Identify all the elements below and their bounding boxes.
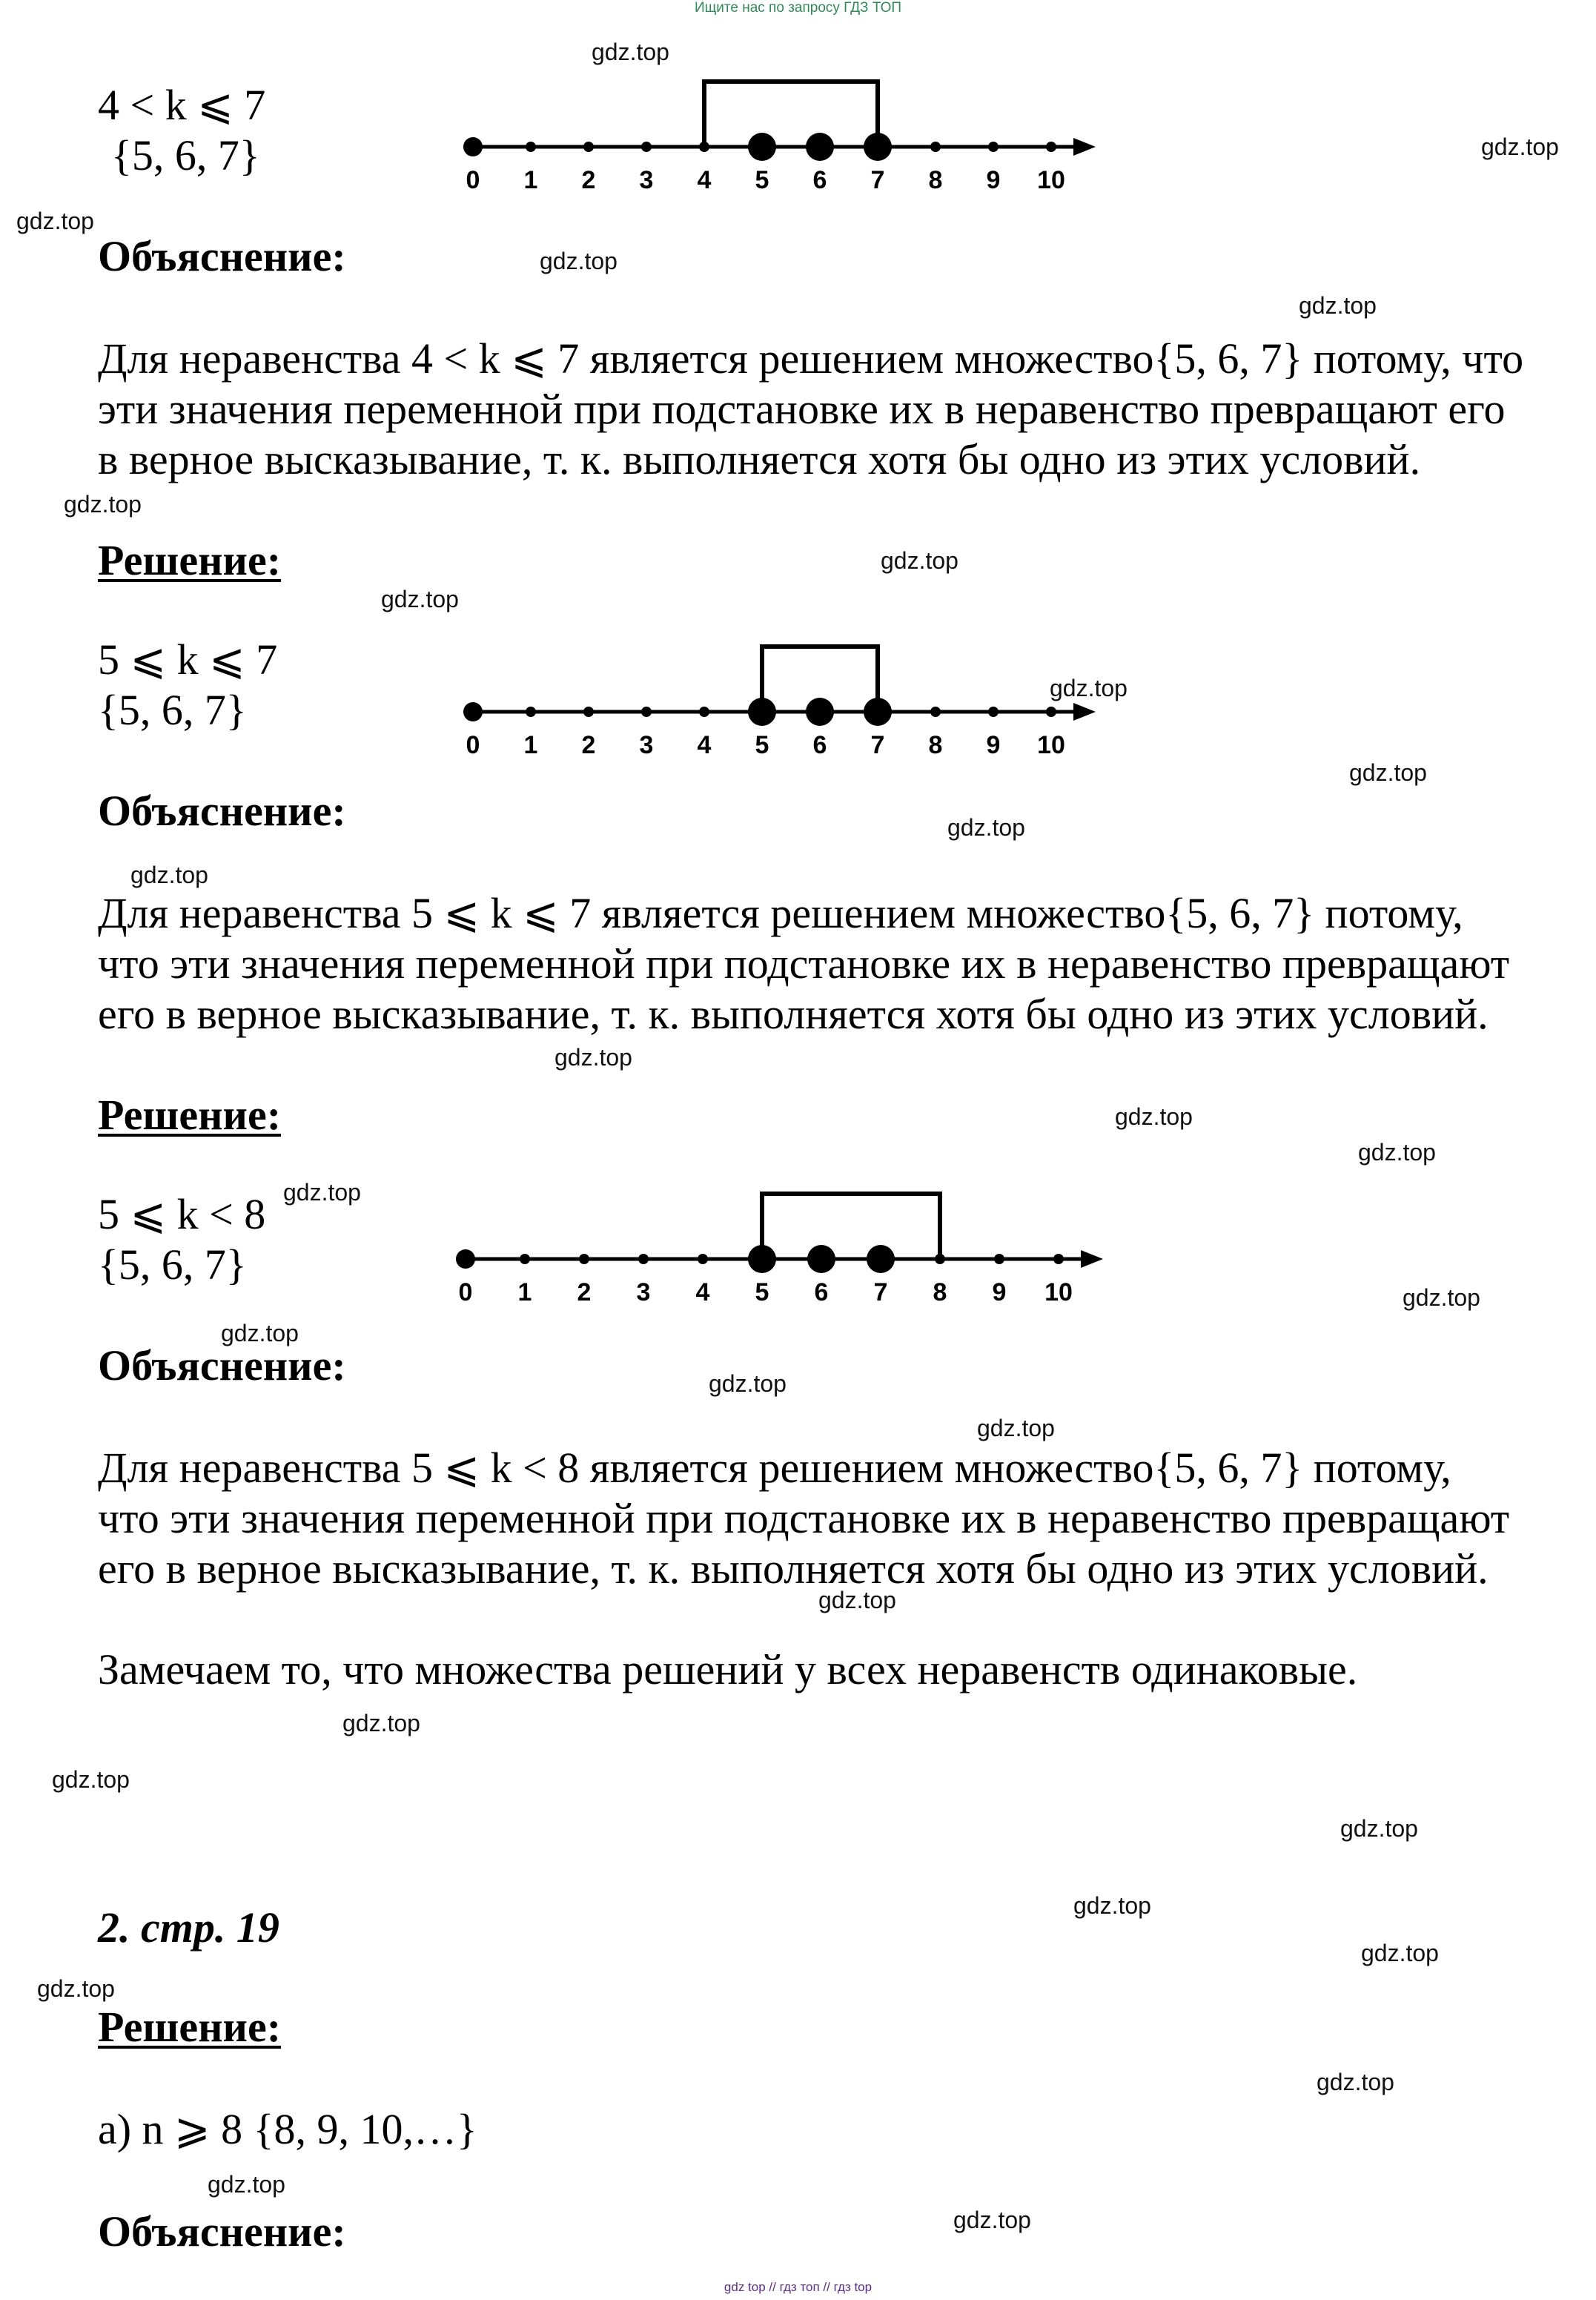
solution-point	[748, 698, 776, 726]
watermark: gdz.top	[947, 814, 1025, 841]
tick-label: 5	[755, 1278, 769, 1306]
tick-point	[641, 142, 652, 152]
watermark: gdz.top	[540, 248, 617, 274]
number-line-1	[445, 67, 1127, 200]
tick-label: 8	[928, 731, 943, 759]
inequality-3: 5 ⩽ k < 8	[98, 1190, 266, 1238]
solution-set-1: {5, 6, 7}	[111, 131, 260, 179]
tick-label: 4	[697, 166, 712, 194]
watermark: gdz.top	[130, 862, 208, 888]
explanation-heading-3: Объяснение:	[98, 1341, 346, 1389]
watermark: gdz.top	[881, 547, 958, 574]
tick-point	[698, 1254, 708, 1264]
explanation-line: его в верное высказывание, т. к. выполняется хотя бы одно из этих условий.	[98, 1544, 1489, 1593]
watermark: gdz.top	[1403, 1284, 1480, 1311]
tick-label: 1	[523, 166, 538, 194]
tick-label: 6	[812, 731, 827, 759]
watermark: gdz.top	[1340, 1815, 1418, 1842]
tick-label: 4	[697, 731, 712, 759]
tick-point	[699, 142, 709, 152]
watermark: gdz.top	[221, 1320, 299, 1346]
watermark: gdz.top	[16, 208, 94, 234]
explanation-line: его в верное высказывание, т. к. выполняется хотя бы одно из этих условий.	[98, 990, 1489, 1038]
tick-label: 2	[577, 1278, 592, 1306]
tick-point	[638, 1254, 649, 1264]
tick-point	[988, 707, 999, 717]
tick-point	[456, 1249, 475, 1269]
watermark: gdz.top	[342, 1710, 420, 1736]
watermark: gdz.top	[1299, 292, 1377, 319]
explanation-line: в верное высказывание, т. к. выполняется хотя бы одно из этих условий.	[98, 435, 1421, 483]
tick-label: 1	[523, 731, 538, 759]
tick-label: 7	[870, 731, 885, 759]
axis-arrow-icon	[1073, 703, 1096, 721]
explanation-line: эти значения переменной при подстановке их в неравенство превращают его	[98, 385, 1506, 433]
solution-point	[806, 133, 834, 161]
tick-point	[988, 142, 999, 152]
tick-point	[1053, 1254, 1064, 1264]
watermark: gdz.top	[1050, 675, 1128, 701]
solution-point	[867, 1245, 895, 1273]
explanation-line: что эти значения переменной при подстановке их в неравенство превращают	[98, 1494, 1510, 1542]
axis-arrow-icon	[1073, 138, 1096, 156]
watermark: gdz.top	[709, 1370, 787, 1397]
tick-label: 5	[755, 166, 769, 194]
tick-label: 6	[812, 166, 827, 194]
explanation-line: Для неравенства 5 ⩽ k ⩽ 7 является решением множество{5, 6, 7} потому,	[98, 889, 1463, 937]
tick-label: 9	[986, 166, 1001, 194]
tick-point	[935, 1254, 945, 1264]
tick-point	[463, 137, 483, 156]
tick-point	[463, 702, 483, 721]
conclusion-text: Замечаем то, что множества решений у всех неравенств одинаковые.	[98, 1645, 1358, 1693]
tick-label: 10	[1044, 1278, 1073, 1306]
tick-point	[1046, 707, 1056, 717]
watermark: gdz.top	[1073, 1892, 1151, 1919]
tick-point	[1046, 142, 1056, 152]
tick-point	[526, 707, 536, 717]
watermark: gdz.top	[592, 39, 669, 65]
solution-point	[864, 133, 892, 161]
watermark: gdz.top	[381, 586, 459, 612]
explanation-line: что эти значения переменной при подстановке их в неравенство превращают	[98, 939, 1510, 988]
tick-point	[994, 1254, 1004, 1264]
explanation-text-2	[98, 888, 1551, 1040]
watermark: gdz.top	[37, 1975, 115, 2002]
tick-point	[699, 707, 709, 717]
tick-label: 3	[639, 731, 654, 759]
tick-point	[526, 142, 536, 152]
tick-label: 0	[466, 731, 480, 759]
watermark: gdz.top	[1481, 133, 1559, 160]
task2-item-a: а) n ⩾ 8 {8, 9, 10,…}	[98, 2105, 477, 2153]
tick-point	[520, 1254, 530, 1264]
watermark: gdz.top	[64, 491, 142, 518]
tick-point	[579, 1254, 589, 1264]
watermark: gdz.top	[1358, 1139, 1436, 1166]
tick-label: 7	[873, 1278, 888, 1306]
tick-label: 9	[986, 731, 1001, 759]
tick-label: 7	[870, 166, 885, 194]
inequality-2: 5 ⩽ k ⩽ 7	[98, 635, 278, 684]
tick-label: 2	[581, 731, 596, 759]
watermark: gdz.top	[818, 1587, 896, 1613]
inequality-1: 4 < k ⩽ 7	[98, 81, 266, 129]
tick-label: 8	[928, 166, 943, 194]
tick-label: 3	[636, 1278, 651, 1306]
explanation-text-3	[98, 1443, 1551, 1594]
solution-point	[806, 698, 834, 726]
tick-label: 9	[992, 1278, 1007, 1306]
explanation-heading-2: Объяснение:	[98, 787, 346, 835]
tick-label: 10	[1037, 731, 1065, 759]
watermark: gdz.top	[208, 2171, 285, 2198]
tick-point	[583, 142, 594, 152]
solution-heading-3: Решение:	[98, 1091, 282, 1139]
tick-label: 10	[1037, 166, 1065, 194]
explanation-text-1	[98, 334, 1551, 485]
number-line-2	[445, 632, 1127, 765]
top-banner[interactable]: Ищите нас по запросу ГДЗ ТОП	[694, 0, 902, 16]
watermark: gdz.top	[52, 1766, 130, 1793]
watermark: gdz.top	[1361, 1940, 1439, 1966]
solution-heading-2: Решение:	[98, 536, 282, 584]
tick-point	[930, 707, 941, 717]
tick-point	[583, 707, 594, 717]
tick-point	[641, 707, 652, 717]
axis-arrow-icon	[1081, 1250, 1103, 1268]
tick-label: 5	[755, 731, 769, 759]
watermark: gdz.top	[953, 2207, 1031, 2233]
tick-label: 4	[695, 1278, 710, 1306]
solution-heading-task2: Решение:	[98, 2003, 282, 2051]
explanation-heading-1: Объяснение:	[98, 232, 346, 280]
solution-point	[748, 133, 776, 161]
footer[interactable]: gdz top // гдз топ // гдз top	[724, 2280, 872, 2294]
task-2-title: 2. стр. 19	[98, 1903, 279, 1952]
tick-label: 0	[466, 166, 480, 194]
explanation-line: Для неравенства 4 < k ⩽ 7 является решением множество{5, 6, 7} потому, что	[98, 334, 1524, 383]
watermark: gdz.top	[1317, 2069, 1394, 2095]
solution-point	[864, 698, 892, 726]
solution-point	[807, 1245, 835, 1273]
interval-bracket	[762, 1194, 940, 1259]
tick-label: 0	[458, 1278, 473, 1306]
watermark: gdz.top	[283, 1179, 361, 1206]
tick-label: 1	[517, 1278, 532, 1306]
watermark: gdz.top	[554, 1044, 632, 1071]
explanation-heading-task2: Объяснение:	[98, 2207, 346, 2256]
tick-label: 3	[639, 166, 654, 194]
number-line-3	[437, 1179, 1134, 1312]
watermark: gdz.top	[1115, 1103, 1193, 1130]
solution-set-2: {5, 6, 7}	[98, 686, 247, 734]
tick-label: 8	[933, 1278, 947, 1306]
watermark: gdz.top	[977, 1415, 1055, 1441]
interval-bracket	[704, 82, 878, 147]
tick-label: 6	[814, 1278, 829, 1306]
solution-set-3: {5, 6, 7}	[98, 1240, 247, 1289]
watermark: gdz.top	[1349, 759, 1427, 786]
solution-point	[748, 1245, 776, 1273]
explanation-line: Для неравенства 5 ⩽ k < 8 является решением множество{5, 6, 7} потому,	[98, 1444, 1451, 1492]
tick-point	[930, 142, 941, 152]
tick-label: 2	[581, 166, 596, 194]
